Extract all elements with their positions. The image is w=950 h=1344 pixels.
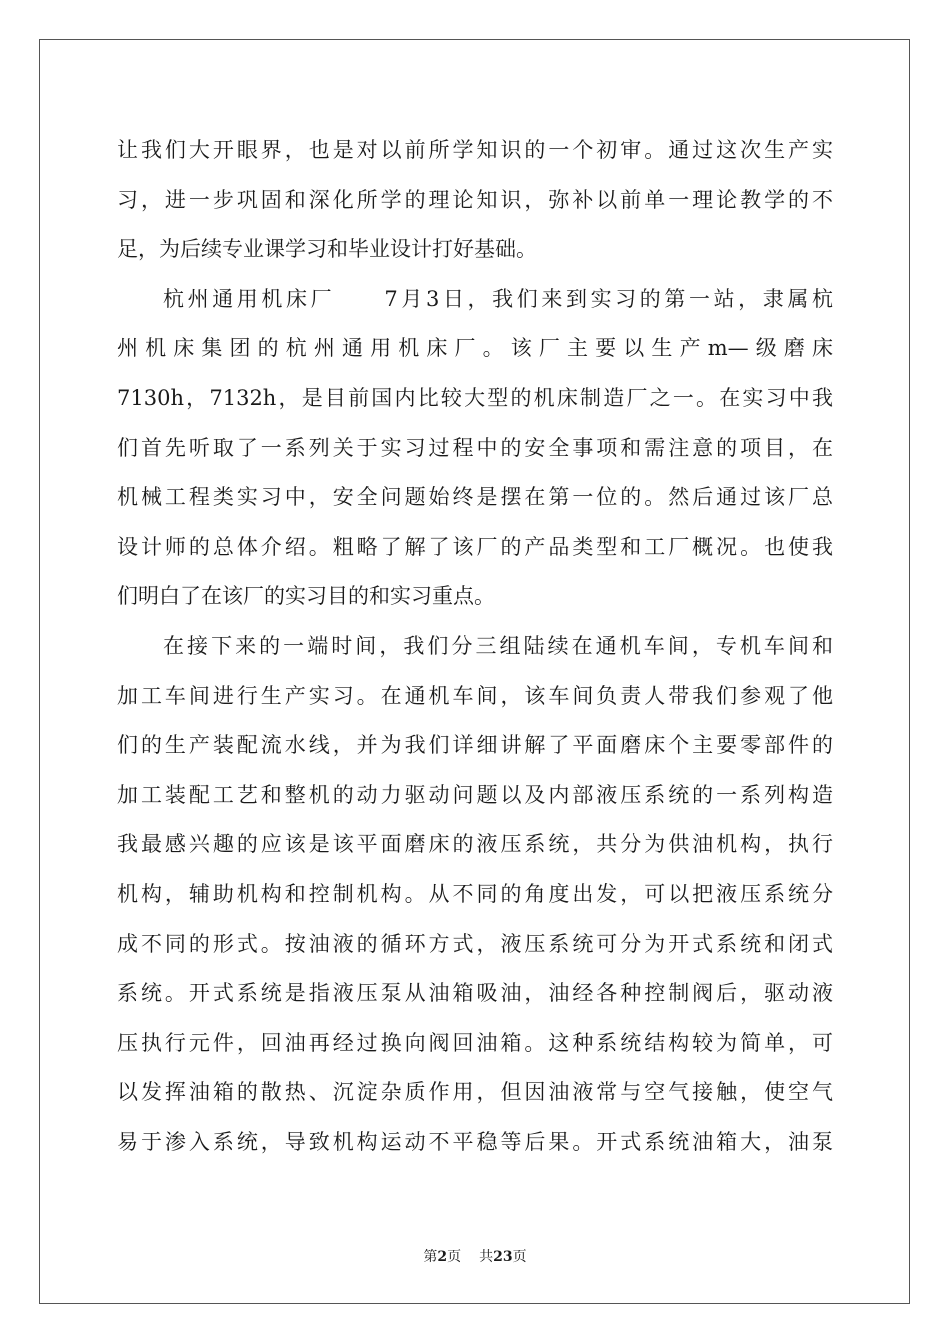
text-line-6: 7130h，7132h，是目前国内比较大型的机床制造厂之一。在实习中我 — [117, 385, 833, 410]
text-line-8: 机械工程类实习中，安全问题始终是摆在第一位的。然后通过该厂总 — [117, 485, 833, 510]
footer-total-prefix: 共 — [479, 1249, 494, 1265]
text-line-3: 足，为后续专业课学习和毕业设计打好基础。 — [117, 237, 537, 262]
text-line-2: 习，进一步巩固和深化所学的理论知识，弥补以前单一理论教学的不 — [117, 187, 833, 212]
footer-page-prefix: 第 — [423, 1249, 438, 1265]
text-line-18: 系统。开式系统是指液压泵从油箱吸油，油经各种控制阀后，驱动液 — [117, 981, 833, 1006]
footer-page-suffix: 页 — [447, 1249, 462, 1265]
text-line-21: 易于渗入系统，导致机构运动不平稳等后果。开式系统油箱大，油泵 — [117, 1129, 833, 1154]
text-line-9: 设计师的总体介绍。粗略了解了该厂的产品类型和工厂概况。也使我 — [117, 534, 833, 559]
text-line-10: 们明白了在该厂的实习目的和实习重点。 — [117, 584, 495, 609]
text-line-1: 让我们大开眼界，也是对以前所学知识的一个初审。通过这次生产实 — [117, 138, 833, 162]
text-line-7: 们首先听取了一系列关于实习过程中的安全事项和需注意的项目，在 — [117, 435, 833, 460]
footer-total-pages: 23 — [493, 1249, 513, 1265]
text-line-14: 加工装配工艺和整机的动力驱动问题以及内部液压系统的一系列构造 — [117, 782, 833, 807]
text-line-19: 压执行元件，回油再经过换向阀回油箱。这种系统结构较为简单，可 — [117, 1030, 833, 1055]
text-line-15: 我最感兴趣的应该是该平面磨床的液压系统，共分为供油机构，执行 — [117, 832, 833, 857]
footer-page-number: 2 — [437, 1249, 448, 1265]
text-line-16: 机构，辅助机构和控制机构。从不同的角度出发，可以把液压系统分 — [117, 881, 833, 906]
text-line-11: 在接下来的一端时间，我们分三组陆续在通机车间，专机车间和 — [163, 633, 833, 658]
document-body — [117, 126, 833, 1167]
text-line-17: 成不同的形式。按油液的循环方式，液压系统可分为开式系统和闭式 — [117, 931, 833, 956]
footer-total-suffix: 页 — [512, 1249, 527, 1265]
text-line-13: 们的生产装配流水线，并为我们详细讲解了平面磨床个主要零部件的 — [117, 733, 833, 758]
text-line-12: 加工车间进行生产实习。在通机车间，该车间负责人带我们参观了他 — [117, 683, 833, 708]
text-line-4: 杭州通用机床厂 7月3日，我们来到实习的第一站，隶属杭 — [163, 286, 833, 311]
page-footer — [0, 1246, 950, 1266]
text-line-5: 州机床集团的杭州通用机床厂。该厂主要以生产m—级磨床 — [117, 336, 833, 361]
text-line-20: 以发挥油箱的散热、沉淀杂质作用，但因油液常与空气接触，使空气 — [117, 1080, 833, 1105]
